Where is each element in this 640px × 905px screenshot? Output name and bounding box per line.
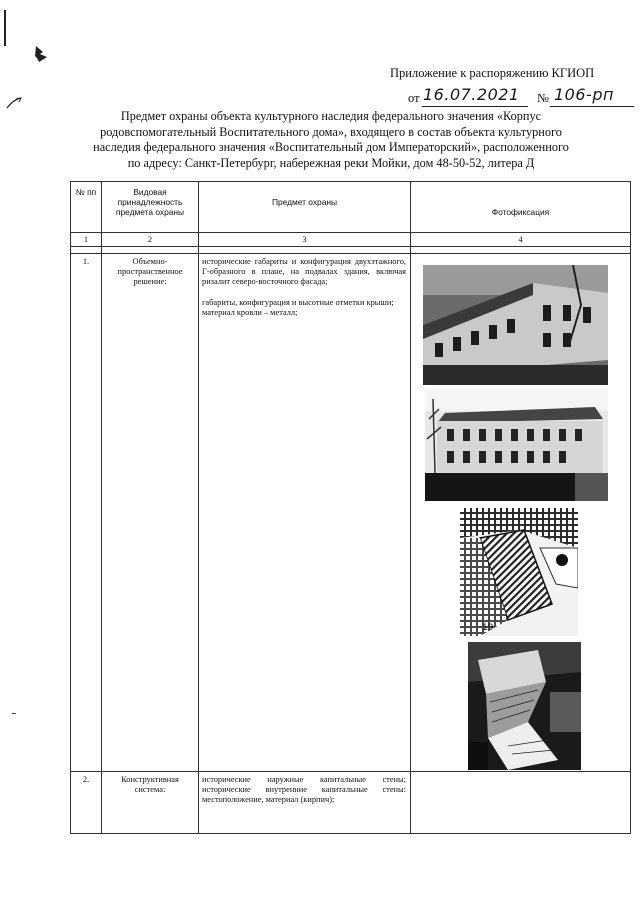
site-plan-lot-number: 19: [482, 623, 494, 633]
order-from-label: от: [408, 91, 420, 105]
photo-facade-corner: [423, 265, 608, 385]
header-subject: Предмет охраны: [271, 197, 338, 207]
order-number-underline: [550, 106, 634, 107]
row1-subject-item: исторические габариты и конфигурация двухэтажного, Г-образного в плане, на подвалах здания, включая ризалит северо-восточного фасада;: [202, 257, 406, 287]
table-border-right: [630, 181, 631, 834]
table-border-left: [70, 181, 71, 834]
protection-subject-table: [70, 181, 631, 834]
header-type: Видовая принадлежность предмета охраны: [115, 187, 185, 218]
colnum-4: 4: [518, 235, 523, 244]
table-divider-col1: [101, 181, 102, 834]
row2-number: 2.: [82, 775, 90, 784]
colnum-3: 3: [302, 235, 307, 244]
row1-type: Объемно-пространственное решение:: [117, 257, 183, 287]
table-header-divider: [70, 232, 631, 233]
order-number-handwritten: 106-рп: [554, 85, 614, 104]
scan-dot-mark: [12, 713, 16, 714]
order-number-label: №: [537, 91, 549, 105]
row1-subject-item: габариты, конфигурация и высотные отметки крыши;: [202, 297, 394, 307]
table-divider-col3: [410, 181, 411, 834]
table-divider-col2: [198, 181, 199, 834]
pen-stroke-mark: [6, 96, 22, 110]
colnum-1: 1: [83, 235, 89, 244]
scan-blot-mark: [34, 44, 50, 66]
row2-type: Конструктивная система:: [121, 775, 179, 795]
table-colnum-divider: [70, 246, 631, 247]
header-photo: Фотофиксация: [491, 207, 550, 217]
table-row1-top: [70, 253, 631, 254]
row2-subject: [202, 775, 406, 806]
photo-aerial-roof: [468, 642, 581, 770]
appendix-label: Приложение к распоряжению КГИОП: [390, 66, 595, 80]
order-reference: [408, 85, 634, 107]
colnum-2: 2: [147, 235, 153, 244]
photo-facade-front: [425, 389, 608, 501]
order-date-handwritten: 16.07.2021: [423, 85, 520, 104]
table-row2-top: [70, 771, 631, 772]
row1-subject-item: материал кровли – металл;: [202, 307, 298, 317]
table-border-top: [70, 181, 631, 182]
photo-site-plan: [460, 508, 578, 636]
row1-number: 1.: [82, 257, 90, 266]
scan-edge-mark: [4, 10, 6, 46]
header-number: № пп: [75, 187, 97, 197]
row2-subject-item: исторические наружные капитальные стены; исторические внутренние капитальные стены: местоположение, материал (кирпич);: [202, 775, 406, 805]
order-date-underline: [422, 106, 528, 107]
row1-subject: [202, 257, 406, 318]
document-title: Предмет охраны объекта культурного наследия федерального значения «Корпус родовспомогательный Воспитательного дома», входящего в состав объекта культурного наследия федерального значения «Воспитательный дом Императорский», расположенного по адресу: Санкт-Петербург, набережная реки Мойки, дом 48-50-52, литера Д: [93, 109, 569, 170]
table-border-bottom: [70, 833, 631, 834]
